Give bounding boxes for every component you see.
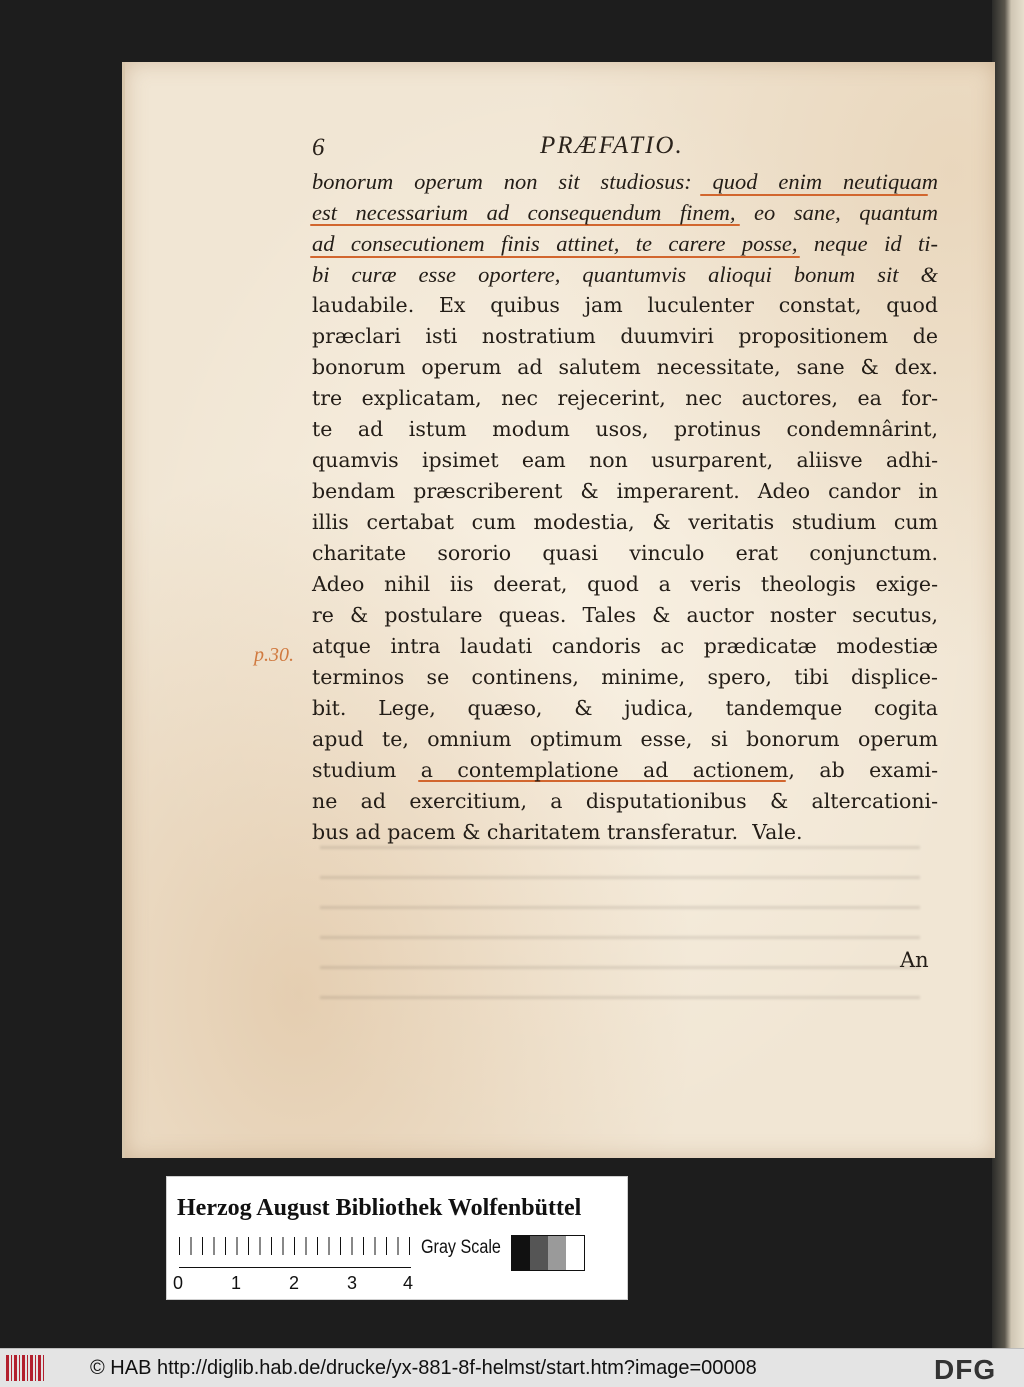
gray-scale-swatches (511, 1235, 585, 1271)
library-name: Herzog August Bibliothek Wolfenbüttel (177, 1195, 582, 1221)
text-line: tre explicatam, nec rejecerint, nec auctores, ea for- (312, 386, 938, 410)
gray-scale-label: Gray Scale (421, 1237, 501, 1258)
show-through-text (320, 828, 920, 1008)
text-line: charitate sororio quasi vinculo erat conjunctum. (312, 541, 938, 565)
closing-word: Vale. (752, 820, 803, 844)
dfg-logo: DFG (934, 1354, 997, 1385)
text-line: illis certabat cum modestia, & veritatis studium cum (312, 510, 938, 534)
gray-swatch (512, 1236, 530, 1270)
text-line: quamvis ipsimet eam non usurparent, aliisve adhi- (312, 448, 938, 472)
source-credit[interactable]: © HAB http://diglib.hab.de/drucke/yx-881-8f-helmst/start.htm?image=00008 (90, 1357, 757, 1379)
text-line: ne ad exercitium, a disputationibus & altercationi- (312, 789, 938, 813)
library-color-card (166, 1176, 628, 1300)
text-line: studium a contemplatione ad actionem, ab exami- (312, 758, 938, 782)
ruler-number: 4 (403, 1273, 414, 1293)
page-number: 6 (312, 134, 325, 161)
ruler-number: 1 (231, 1273, 242, 1293)
catchword: An (900, 948, 929, 972)
ruler-number: 0 (173, 1273, 184, 1293)
text-line: laudabile. Ex quibus jam luculenter constat, quod (312, 293, 938, 317)
text-line: bonorum operum non sit studiosus: quod enim neutiquam (312, 169, 938, 194)
text-line: ad consecutionem finis attinet, te carere posse, neque id ti- (312, 231, 938, 256)
margin-annotation: p.30. (254, 644, 294, 666)
text-line: re & postulare queas. Tales & auctor noster secutus, (312, 603, 938, 627)
gray-swatch (530, 1236, 548, 1270)
text-line: est necessarium ad consequendum finem, eo sane, quantum (312, 200, 938, 225)
text-line-last (312, 817, 938, 848)
gray-swatch (566, 1236, 584, 1270)
text-line: terminos se continens, minime, spero, tibi displice- (312, 665, 938, 689)
text-line: te ad istum modum usos, protinus condemnârint, (312, 417, 938, 441)
text-line: bi curæ esse oportere, quantumvis alioqui bonum sit & (312, 262, 938, 287)
text-line: Adeo nihil iis deerat, quod a veris theologis exige- (312, 572, 938, 596)
ruler-number: 2 (289, 1273, 300, 1293)
running-header (312, 132, 938, 166)
running-title: PRÆFATIO. (540, 132, 684, 159)
footer-bar (0, 1348, 1024, 1387)
gray-swatch (548, 1236, 566, 1270)
text-line: bonorum operum ad salutem necessitate, sane & dex. (312, 355, 938, 379)
text-line: atque intra laudati candoris ac prædicatæ modestiæ (312, 634, 938, 658)
text-line: bus ad pacem & charitatem transferatur. (312, 820, 739, 844)
page-text (312, 132, 938, 848)
text-line: bit. Lege, quæso, & judica, tandemque cogita (312, 696, 938, 720)
text-line: præclari isti nostratium duumviri propositionem de (312, 324, 938, 348)
text-line: apud te, omnium optimum esse, si bonorum operum (312, 727, 938, 751)
hab-barcode-icon (6, 1355, 46, 1381)
facing-page-edge (992, 0, 1024, 1348)
measurement-ruler (179, 1237, 411, 1268)
ruler-number: 3 (347, 1273, 358, 1293)
text-line: bendam præscriberent & imperarent. Adeo candor in (312, 479, 938, 503)
